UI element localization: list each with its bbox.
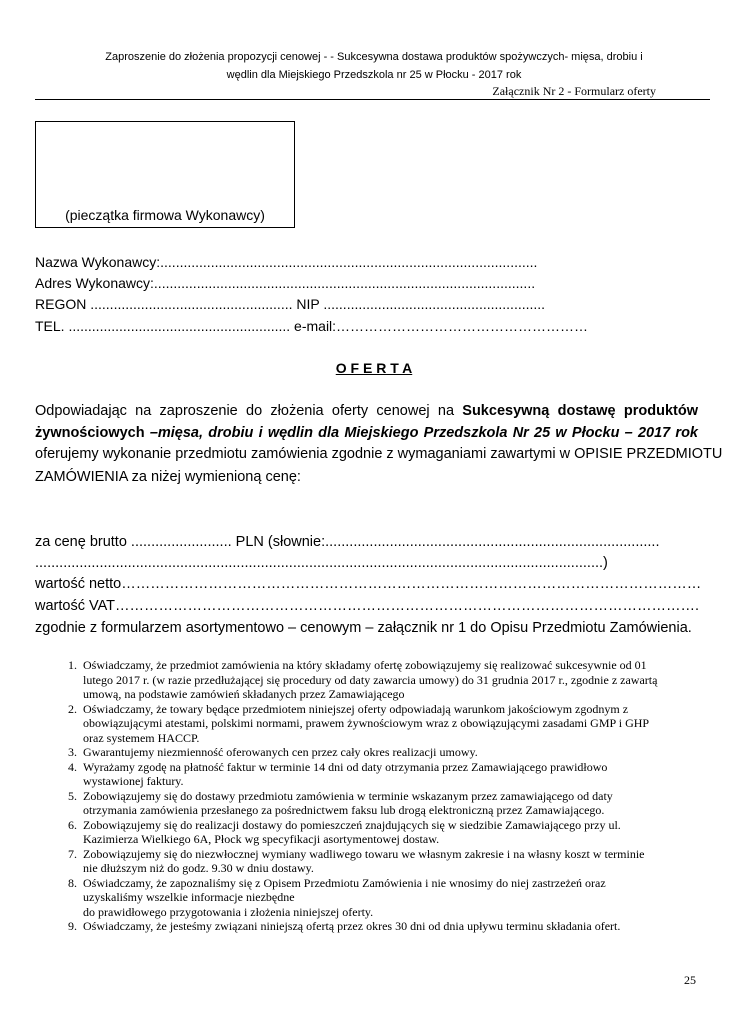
declaration-line: Kazimierza Wielkiego 6A, Płock wg specyfikacji asortymentowej dostaw. — [83, 832, 440, 846]
declaration-number: 8. — [68, 875, 77, 890]
declarations-list — [35, 658, 723, 934]
declaration-line: lutego 2017 r. (w razie przedłużającej się procedury od daty zawarcia umowy) do 31 grudnia 2017 r., zgodnie z zawartą — [83, 672, 658, 687]
declaration-item — [68, 745, 723, 760]
offer-subject-italic: –mięsa, drobiu i wędlin dla Miejskiego Przedszkola Nr 25 w Płocku – 2017 rok — [149, 425, 698, 441]
declaration-item — [68, 701, 723, 746]
page-number: 25 — [684, 973, 696, 987]
offer-paragraph-line2 — [35, 425, 698, 441]
offer-paragraph-line4: ZAMÓWIENIA za niżej wymienioną cenę: — [35, 469, 301, 485]
attachment-label: Załącznik Nr 2 - Formularz oferty — [492, 84, 656, 98]
offer-text: Odpowiadając na zaproszenie do złożenia oferty cenowej na — [35, 403, 463, 419]
tel-email-field: TEL. ......................................................... e-mail:……………………………………………… — [35, 318, 589, 334]
declaration-number: 7. — [68, 846, 77, 861]
declaration-line: uzyskaliśmy wszelkie informacje niezbędne — [83, 890, 295, 904]
vat-value-field: wartość VAT…………………………………………………………………………………………………………. — [35, 598, 700, 614]
declaration-line: Oświadczamy, że jesteśmy związani niniejszą ofertą przez okres 30 dni od dnia upływu terminu składania ofert. — [83, 919, 621, 933]
declaration-number: 4. — [68, 759, 77, 774]
offer-paragraph-line1 — [35, 403, 698, 419]
offer-paragraph-line3: oferujemy wykonanie przedmiotu zamówienia zgodnie z wymaganiami zawartymi w OPISIE PRZEDMIOTU — [35, 446, 723, 462]
declaration-number: 2. — [68, 701, 77, 716]
declaration-line: oraz systemem HACCP. — [83, 730, 200, 745]
declaration-line: Zobowiązujemy się do dostawy przedmiotu zamówienia w terminie wskazanym przez zamawiającego od daty — [83, 788, 613, 803]
header-divider — [35, 99, 710, 100]
declaration-line: Zobowiązujemy się do niezwłocznej wymiany wadliwego towaru we własnym zakresie i na własny koszt w terminie — [83, 846, 645, 861]
price-words-continuation: .............................................................................................................................................) — [35, 555, 608, 571]
offer-title: O F E R T A — [335, 360, 413, 376]
declaration-line: Oświadczamy, że towary będące przedmiotem niniejszej oferty odpowiadają warunkom jakościowym zgodnym z — [83, 701, 629, 716]
declaration-item — [68, 875, 723, 920]
contractor-name-field: Nazwa Wykonawcy:................................................................................................. — [35, 254, 538, 270]
contractor-address-field: Adres Wykonawcy:.................................................................................................. — [35, 275, 536, 291]
price-gross-field: za cenę brutto ......................... PLN (słownie:................................................................................... — [35, 534, 660, 550]
header-title-line1: Zaproszenie do złożenia propozycji cenowej - - Sukcesywna dostawa produktów spożywczych- mięsa, drobiu i — [105, 51, 643, 63]
declaration-line: umową, na podstawie zamówień składanych przez Zamawiającego — [83, 687, 405, 701]
declaration-number: 9. — [68, 919, 77, 933]
declaration-line: Oświadczamy, że zapoznaliśmy się z Opisem Przedmiotu Zamówienia i nie wnosimy do niej zastrzeżeń oraz — [83, 875, 606, 890]
regon-nip-field: REGON .................................................... NIP ......................................................... — [35, 296, 546, 312]
declaration-line: obowiązującymi atestami, polskimi normami, prawem żywnościowym wraz z obowiązującymi zasadami GMP i GHP — [83, 716, 650, 730]
declaration-item — [68, 759, 723, 789]
stamp-caption: (pieczątka firmowa Wykonawcy) — [65, 207, 265, 223]
declaration-number: 1. — [68, 658, 77, 672]
net-value-field: wartość netto………………………………………………………………………………………………………… — [35, 576, 702, 592]
declaration-item — [68, 817, 723, 847]
declaration-item — [68, 788, 723, 818]
offer-subject-bold: Sukcesywną dostawę produktów — [462, 403, 698, 419]
header-title-line2: wędlin dla Miejskiego Przedszkola nr 25 w Płocku - 2017 rok — [226, 69, 522, 81]
declaration-number: 3. — [68, 745, 77, 759]
declaration-line: Oświadczamy, że przedmiot zamówienia na który składamy ofertę zobowiązujemy się realizować sukcesywnie od 01 — [83, 658, 647, 672]
declaration-line: wystawionej faktury. — [83, 774, 184, 788]
declaration-item — [68, 919, 723, 934]
company-stamp-box — [35, 121, 295, 228]
declaration-line: otrzymania zamówienia przesłanego za pośrednictwem faksu lub drogą elektroniczną przez Zamawiającego. — [83, 803, 605, 817]
declaration-item — [68, 658, 723, 702]
offer-subject-bold-2: żywnościowych — [35, 425, 150, 441]
declaration-item — [68, 846, 723, 876]
pricing-conformity-statement: zgodnie z formularzem asortymentowo – cenowym – załącznik nr 1 do Opisu Przedmiotu Zamówienia. — [35, 620, 692, 636]
declaration-line: Zobowiązujemy się do realizacji dostawy do pomieszczeń znajdujących się w siedzibie Zamawiającego przy ul. — [83, 817, 621, 832]
declaration-number: 5. — [68, 788, 77, 803]
declaration-number: 6. — [68, 817, 77, 832]
declaration-line: Wyrażamy zgodę na płatność faktur w terminie 14 dni od daty otrzymania przez Zamawiającego prawidłowo — [83, 759, 608, 774]
declaration-line: Gwarantujemy niezmienność oferowanych cen przez cały okres realizacji umowy. — [83, 745, 478, 759]
declaration-line: nie dłuższym niż do godz. 9.30 w dniu dostawy. — [83, 861, 314, 875]
declaration-line: do prawidłowego przygotowania i złożenia niniejszej oferty. — [83, 904, 374, 919]
